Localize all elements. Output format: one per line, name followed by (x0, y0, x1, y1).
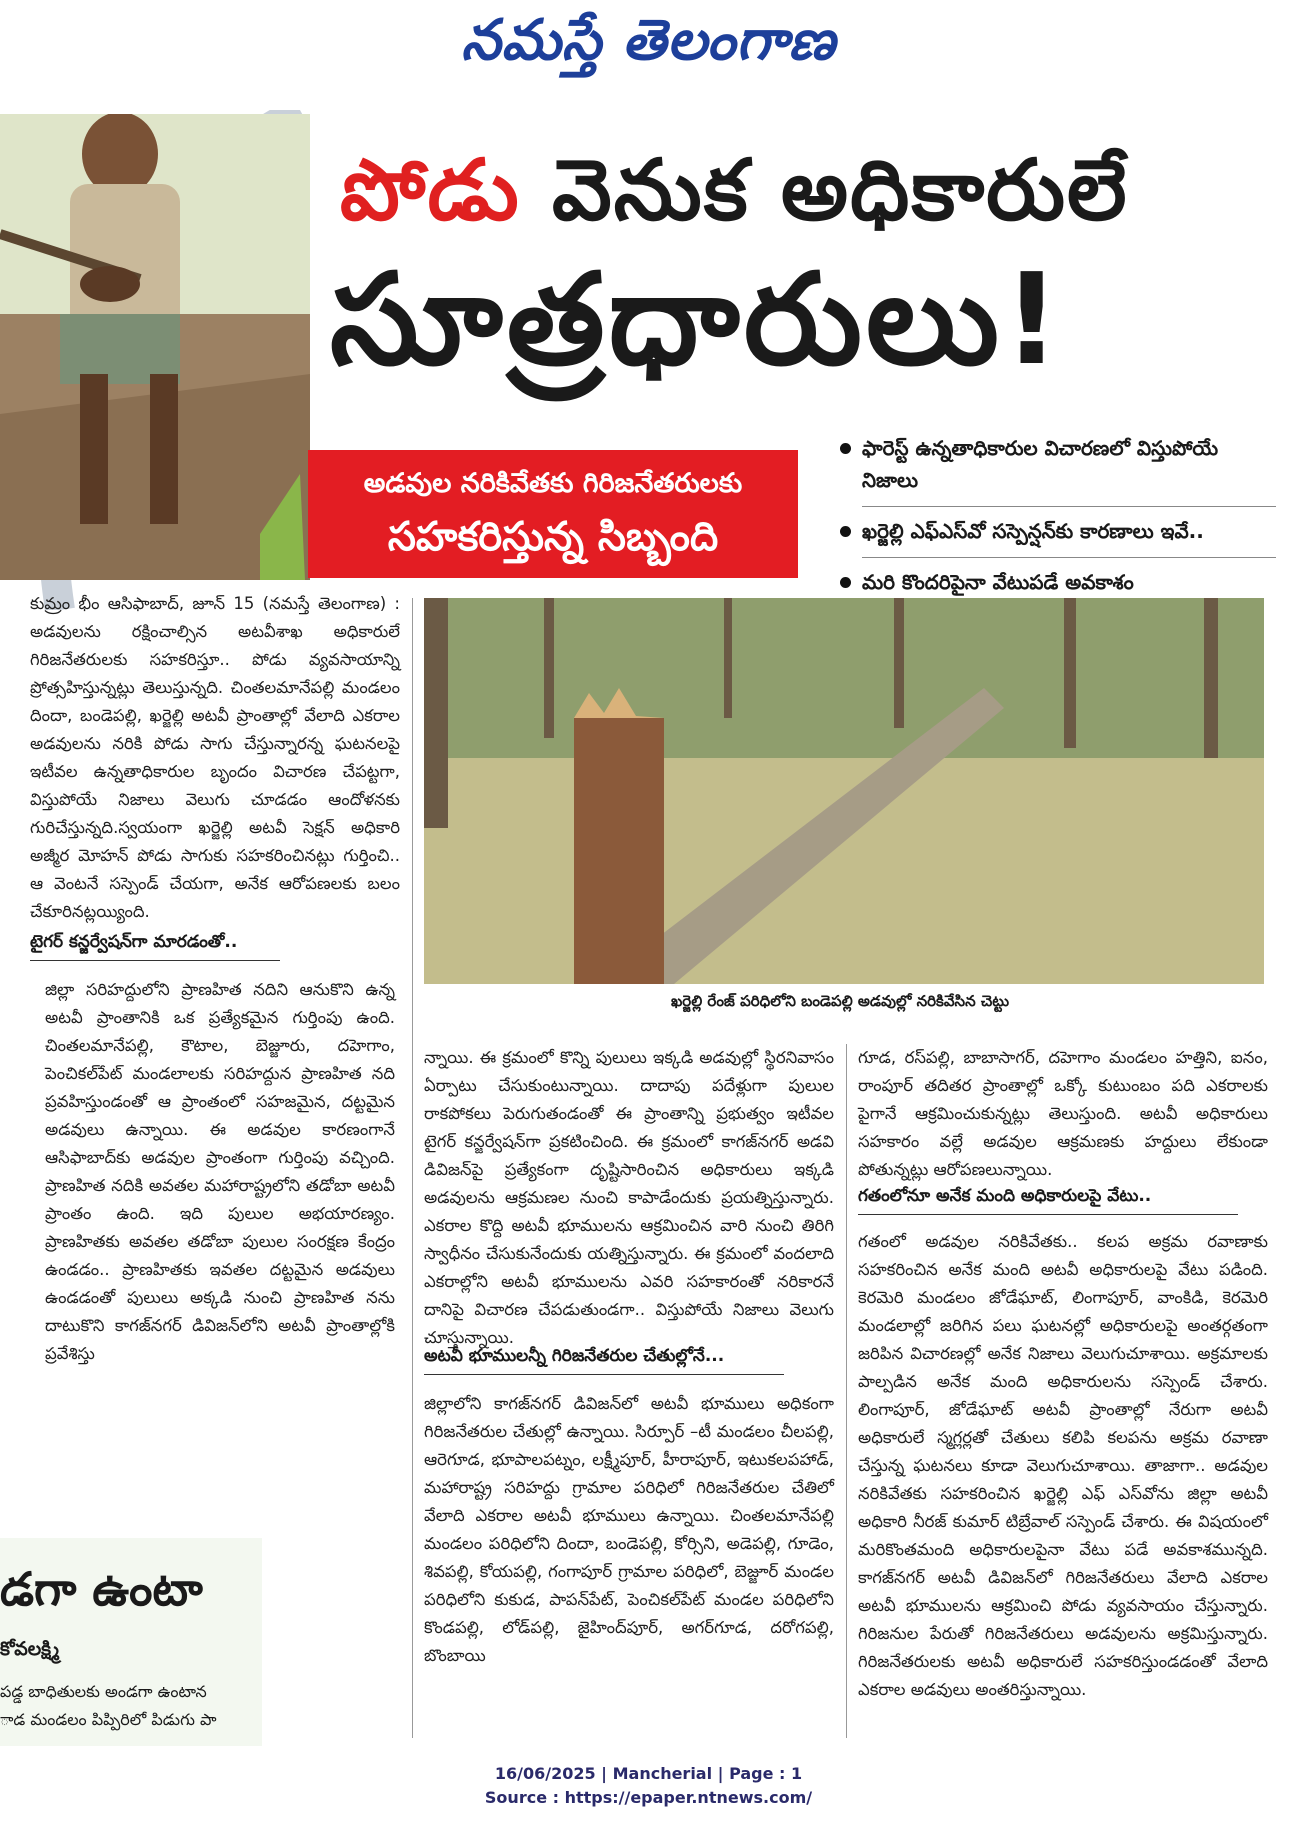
headline-line-2: సూత్రధారులు! (330, 246, 1065, 393)
adjacent-story-headline: డగా ఉంటా (0, 1562, 203, 1616)
article-col2-lands: జిల్లాలోని కాగజ్‌నగర్ డివిజన్‌లో అటవీ భూములు అధికంగా గిరిజనేతరుల చేతుల్లో ఉన్నాయి. సిర్పూర్ –టీ మండలం చీలపల్లి, ఆరెగూడ, భూపాలపట్నం, లక్ష్మీపూర్, హీరాపూర్, ఇటుకలపహాడ్, మహారాష్ట్ర సరిహద్దు గ్రామాల పరిధిలో గిరిజనేతరుల చేతిలో వేలాది ఎకరాల అటవీ భూములు ఉన్నాయి. చింతలమానేపల్లి మండలం పరిధిలోని దిందా, బండెపల్లి, కోర్సిని, అడెపల్లి, గూడెం, శివపల్లి, కోయపల్లి, గంగాపూర్ గ్రామాల పరిధిలో, బెజ్జూర్ మండల పరిధిలోని కుకుడ, పాపన్‌పేట్, పెంచికల్‌పేట్ మండల పరిధిలోని కొండపల్లి, లోడ్‌పల్లి, జైహింద్‌పూర్, అగర్‌గూడ, దరోగపల్లి, బొంబాయి (424, 1394, 834, 1665)
cut-tree-illustration (424, 598, 1264, 984)
subhead-line-2: సహకరిస్తున్న సిబ్బంది (387, 514, 719, 560)
bullet-dot-icon (840, 577, 851, 588)
bullet-dot-icon (840, 443, 851, 454)
bullet-item: ఖర్జెల్లి ఎఫ్ఎస్‌వో సస్పెన్షన్‌కు కారణాలు ఇవే.. (836, 515, 1276, 547)
headline-line-1 (340, 140, 1280, 240)
article-col2-continued: న్నాయి. ఈ క్రమంలో కొన్ని పులులు ఇక్కడి అడవుల్లో స్థిరనివాసం ఏర్పాటు చేసుకుంటున్నాయి. దాదాపు పదేళ్లుగా పులుల రాకపోకలు పెరుగుతండంతో ఈ ప్రాంతాన్ని ప్రభుత్వం ఇటీవల టైగర్ కన్జర్వేషన్‌గా ప్రకటించింది. ఈ క్రమంలో కాగజ్‌నగర్ అడవి డివిజన్‌పై ప్రత్యేకంగా దృష్టిసారించిన అధికారులు ఇక్కడి అడవులను ఆక్రమణల నుంచి కాపాడేందుకు ప్రయత్నిస్తున్నారు. ఎకరాల కొద్ది అటవీ భూములను ఆక్రమించిన వారి నుంచి తిరిగి స్వాధీనం చేసుకునేందుకు యత్నిస్తున్నారు. ఈ క్రమంలో వందలాది ఎకరాల్లోని అటవీ భూములను ఎవరి సహకారంతో నరికారనే దానిపై విచారణ చేపడుతుండగా.. విస్తుపోయే నిజాలు వెలుగు చూస్తున్నాయి. (424, 1048, 834, 1347)
photo-caption: ఖర్జెల్లి రేంజ్ పరిధిలోని బండెపల్లి అడవుల్లో నరికివేసిన చెట్టు (670, 992, 1010, 1010)
subheading-past-action: గతంలోనూ అనేక మంది అధికారులపై వేటు.. (858, 1186, 1238, 1215)
bullet-divider (862, 506, 1276, 507)
page-footer (0, 1762, 1297, 1810)
footer-date-page: 16/06/2025 | Mancherial | Page : 1 (494, 1764, 803, 1783)
bullet-divider (862, 557, 1276, 558)
article-col1-intro: కుమ్రం భీం ఆసిఫాబాద్, జూన్ 15 (నమస్తే తెలంగాణ) : అడవులను రక్షించాల్సిన అటవీశాఖ అధికారులే గిరిజనేతరులకు సహకరిస్తూ.. పోడు వ్యవసాయాన్ని ప్రోత్సహిస్తున్నట్లు తెలుస్తున్నది. చింతలమానేపల్లి మండలం దిందా, బండెపల్లి, ఖర్జెల్లి అటవీ ప్రాంతాల్లో వేలాది ఎకరాల అడవులను నరికి పోడు సాగు చేస్తున్నారన్న ఘటనలపై ఇటీవల ఉన్నతాధికారుల బృందం విచారణ చేపట్టగా, విస్తుపోయే నిజాలు వెలుగు చూడడం ఆందోళనకు గురిచేస్తున్నది.స్వయంగా ఖర్జెల్లి అటవీ సెక్షన్ అధికారి అజ్మీర మోహన్ పోడు సాగుకు సహకరించినట్లు గుర్తించి.. ఆ వెంటనే సస్పెండ్ చేయగా, అనేక ఆరోపణలకు బలం చేకూరినట్లయ్యింది. (30, 594, 400, 921)
subhead-line-1: అడవుల నరికివేతకు గిరిజనేతరులకు (363, 468, 743, 499)
headline-line1-rest: వెనుక అధికారులే (520, 141, 1129, 239)
bullet-item: ఫారెస్ట్ ఉన్నతాధికారుల విచారణలో విస్తుపోయే నిజాలు (836, 432, 1276, 496)
bullet-item: మరి కొందరిపైనా వేటుపడే అవకాశం (836, 566, 1276, 598)
farmer-illustration (0, 114, 310, 580)
footer-source-link[interactable]: Source : https://epaper.ntnews.com/ (484, 1788, 813, 1807)
article-col1-tiger: జిల్లా సరిహద్దులోని ప్రాణహిత నదిని ఆనుకొని ఉన్న అటవీ ప్రాంతానికి ఒక ప్రత్యేకమైన గుర్తింపు ఉంది. చింతలమానేపల్లి, కౌటాల, బెజ్జూరు, దహెగాం, పెంచికల్‌పేట్ మండలాలకు సరిహద్దున ప్రాణహిత నది ప్రవహిస్తుండంతో ఆ ప్రాంతంలో సహజమైన, దట్టమైన అడవులు ఉన్నాయి. ఈ అడవుల కారణంగానే ఆసిఫాబాద్‌కు అడవుల ప్రాంతంగా గుర్తింపు వచ్చింది. ప్రాణహిత నదికి అవతల మహారాష్ట్రలోని తడోబా అటవీ ప్రాంతం ఉంది. ఇది పులుల అభయారణ్యం. ప్రాణహితకు అవతల తడోబా పులుల సంరక్షణ కేంద్రం ఉండడం.. ప్రాణహితకు ఇవతల దట్టమైన అడవులు ఉండడంతో పులులు అక్కడి నుంచి ప్రాణహిత నను దాటుకొని కాగజ్‌నగర్ డివిజన్‌లోని అటవీ ప్రాంతాల్లోకి ప్రవేశిస్తు (45, 980, 395, 1363)
subheading-tiger-conservation: టైగర్ కన్జర్వేషన్‌గా మారడంతో.. (30, 932, 280, 961)
adjacent-story (0, 1538, 262, 1746)
subhead-box (308, 450, 798, 578)
cut-tree-photo (424, 598, 1264, 984)
adjacent-story-byline: కోవలక్ష్మి (0, 1638, 60, 1660)
bullet-dot-icon (840, 526, 851, 537)
headline-red-word: పోడు (340, 141, 521, 239)
farmer-photo (0, 114, 310, 580)
column-divider (846, 1044, 847, 1738)
column-divider (412, 598, 413, 1738)
article-col3-continued: గూడ, రస్‌పల్లి, బాబాసాగర్, దహెగాం మండలం హత్తిని, ఐనం, రాంపూర్ తదితర ప్రాంతాల్లో ఒక్కో కుటుంబం పది ఎకరాలకు పైగానే ఆక్రమించుకున్నట్లు తెలుస్తుంది. అటవీ అధికారులు సహకారం వల్లే అడవుల ఆక్రమణకు హద్దులు లేకుండా పోతున్నట్లు ఆరోపణలున్నాయి. (858, 1048, 1268, 1179)
article-col3-past: గతంలో అడవుల నరికివేతకు.. కలప అక్రమ రవాణాకు సహకరించిన అనేక మంది అటవీ అధికారులపై వేటు పడింది. కెరమెరి మండలం జోడేఘాట్, లింగాపూర్, వాంకిడి, కెరమెరి మండలాల్లో జరిగిన పలు ఘటనల్లో అధికారులపై అంతర్గతంగా జరిపిన విచారణల్లో అనేక నిజాలు వెలుగుచూశాయి. అక్రమాలకు పాల్పడిన అనేక మంది అధికారులను సస్పెండ్ చేశారు. లింగాపూర్, జోడేఘాట్ అటవీ ప్రాంతాల్లో నేరుగా అటవీ అధికారులే స్మగ్లర్లతో చేతులు కలిపి కలపను అక్రమ రవాణా చేస్తున్న ఘటనలు కూడా వెలుగుచూశాయి. తాజాగా.. అడవుల నరికివేతకు సహకరించిన ఖర్జెల్లి ఎఫ్ ఎస్‌వోను జిల్లా అటవీ అధికారి నీరజ్ కుమార్ టిబ్రేవాల్ సస్పెండ్ చేశారు. ఈ విషయంలో మరికొంతమంది అధికారులపైనా వేటు పడే అవకాశమున్నది. కాగజ్‌నగర్ అటవీ డివిజన్‌లో గిరిజనేతరులు వేలాది ఎకరాల అటవీ భూములను ఆక్రమించి పోడు వ్యవసాయం చేస్తున్నారు. గిరిజనుల పేరుతో గిరిజనేతరులు అడవులను అక్రమిస్తున్నారు. గిరిజనేతరులకు అటవీ అధికారులే సహకరిస్తుండడంతో వేలాది ఎకరాల అడవులు అంతరిస్తున్నాయి. (858, 1232, 1268, 1699)
masthead-logo: నమస్తే తెలంగాణ (461, 8, 836, 73)
highlight-bullets (836, 432, 1276, 608)
adjacent-story-text: పడ్డ బాధితులకు అండగా ఉంటాన ాడ మండలం పిప్పిరిలో పిడుగు పా (0, 1682, 217, 1729)
subheading-forest-lands: అటవీ భూములన్నీ గిరిజనేతరుల చేతుల్లోనే... (424, 1346, 784, 1375)
